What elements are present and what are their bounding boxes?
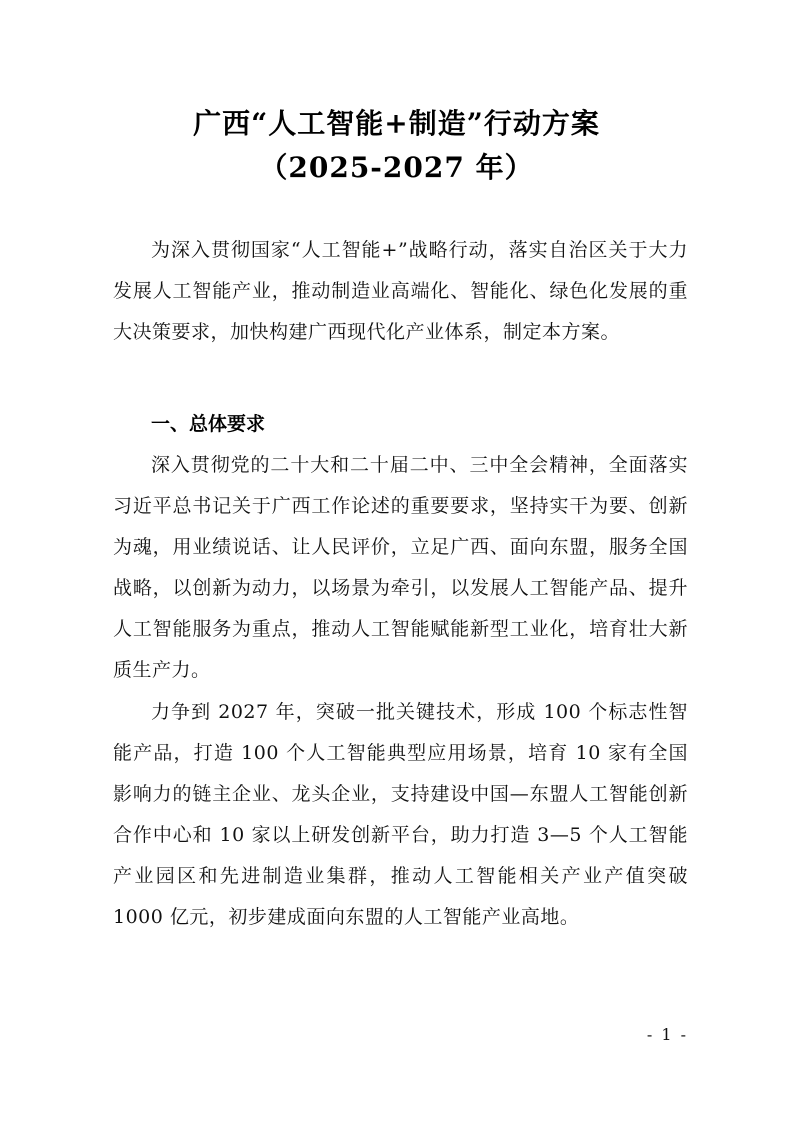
document-subtitle-years: （2025-2027 年）: [259, 151, 534, 184]
section-paragraph-guiding-principles: 深入贯彻党的二十大和二十届二中、三中全会精神，全面落实习近平总书记关于广西工作论述的重要要求，坚持实干为要、创新为魂，用业绩说话、让人民评价，立足广西、面向东盟，服务全国战略，以创新为动力，以场景为牵引，以发展人工智能产品、提升人工智能服务为重点，推动人工智能赋能新型工业化，培育壮大新质生产力。: [113, 454, 688, 681]
intro-paragraph: 为深入贯彻国家“人工智能+”战略行动，落实自治区关于大力发展人工智能产业，推动制造业高端化、智能化、绿色化发展的重大决策要求，加快构建广西现代化产业体系，制定本方案。: [113, 239, 688, 343]
section-heading-general-requirements: 一、总体要求: [151, 413, 266, 435]
document-title: 广西“人工智能+制造”行动方案: [193, 107, 600, 140]
section-paragraph-targets: 力争到 2027 年，突破一批关键技术，形成 100 个标志性智能产品，打造 100 个人工智能典型应用场景，培育 10 家有全国影响力的链主企业、龙头企业，支持建设中国—东盟人工智能创新合作中心和 10 家以上研发创新平台，助力打造 3—5 个人工智能产业园区和先进制造业集群，推动人工智能相关产业产值突破 1000 亿元，初步建成面向东盟的人工智能产业高地。: [113, 701, 688, 928]
page-number: - 1 -: [646, 1025, 688, 1044]
